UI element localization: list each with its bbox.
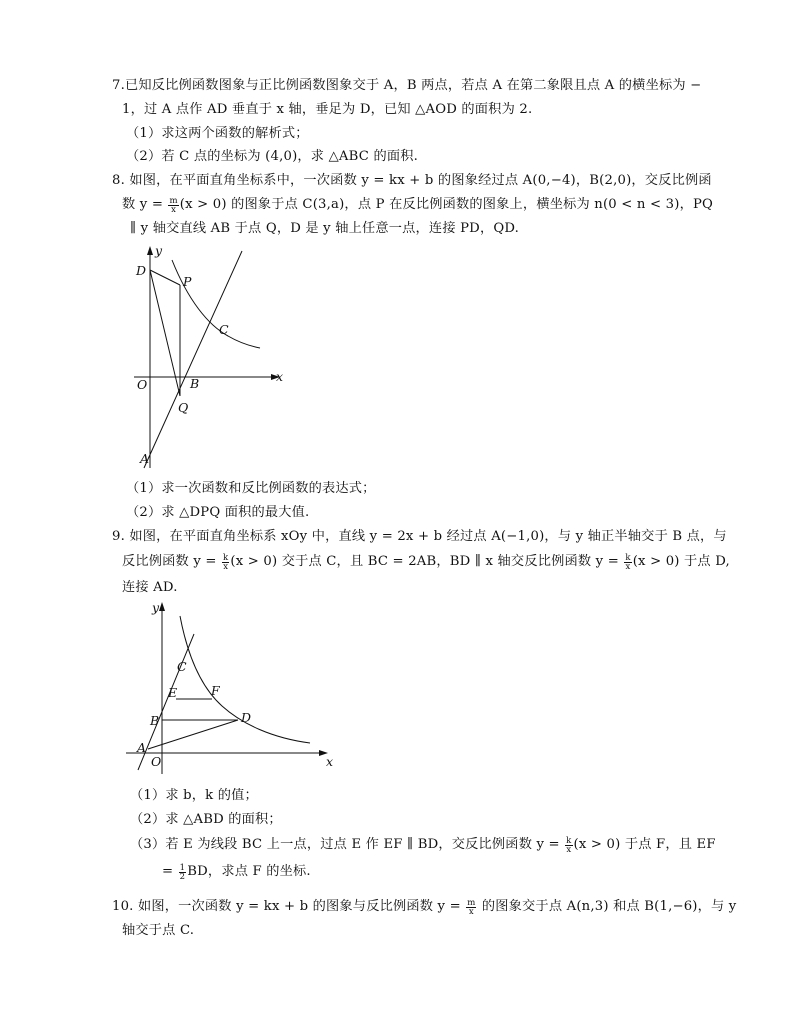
q9-figure [122, 598, 338, 776]
q8-label-o: O [137, 377, 148, 392]
q8-label-x: x [276, 369, 284, 384]
q9-label-y: y [152, 600, 160, 615]
q9-label-x: x [326, 754, 334, 769]
q8-line-1: 8. 如图，在平面直角坐标系中，一次函数 y = kx + b 的图象经过点 A(0,−4)，B(2,0)，交反比例函 [112, 173, 712, 188]
q7-subquestion-2: （2）若 C 点的坐标为 (4,0)，求 △ABC 的面积. [126, 149, 419, 164]
q8-label-y: y [155, 243, 163, 258]
q10-line-2: 轴交于点 C. [122, 923, 195, 938]
q8-figure [128, 240, 288, 472]
q8-y-axis-arrow [147, 246, 153, 255]
q9-label-d: D [241, 710, 252, 725]
q8-subquestion-2: （2）求 △DPQ 面积的最大值. [126, 505, 310, 520]
q8-label-c: C [219, 322, 229, 337]
q9-label-c: C [177, 659, 187, 674]
q9-line-2: 反比例函数 y = $\frac{k}{x}$ (x > 0) 交于点 C，且 BC = 2AB，BD ∥ x 轴交反比例函数 y = $\frac{k}{x}$ (x > 0) 于点 D, [122, 552, 730, 572]
q8-segment-dp [150, 270, 180, 285]
q8-line-3: ∥ y 轴交直线 AB 于点 Q，D 是 y 轴上任意一点，连接 PD，QD. [130, 221, 520, 236]
q9-subquestion-1: （1）求 b，k 的值； [130, 788, 258, 803]
q8-label-b: B [190, 376, 200, 391]
q8-label-p: P [183, 274, 192, 289]
q8-label-q: Q [178, 400, 189, 415]
q9-line-abc [138, 634, 194, 770]
q10-line-1: 10. 如图，一次函数 y = kx + b 的图象与反比例函数 y = $\frac{m}{x}$ 的图象交于点 A(n,3) 和点 B(1,−6)，与 y [112, 897, 737, 917]
q9-label-f: F [211, 683, 220, 698]
q8-subquestion-1: （1）求一次函数和反比例函数的表达式； [126, 481, 376, 496]
q9-line-3: 连接 AD. [122, 580, 178, 595]
q7-line-2: 1，过 A 点作 AD 垂直于 x 轴，垂足为 D，已知 △AOD 的面积为 2. [122, 102, 533, 117]
q9-label-e: E [168, 685, 178, 700]
q9-label-b: B [150, 713, 160, 728]
q9-y-axis-arrow [159, 602, 165, 611]
q9-subquestion-3: （3）若 E 为线段 BC 上一点，过点 E 作 EF ∥ BD，交反比例函数 y = $\frac{k}{x}$ (x > 0) 于点 F，且 EF [130, 835, 716, 855]
q9-line-1: 9. 如图，在平面直角坐标系 xOy 中，直线 y = 2x + b 经过点 A(−1,0)，与 y 轴正半轴交于 B 点，与 [112, 529, 727, 544]
q7-line-1: 7.已知反比例函数图象与正比例函数图象交于 A，B 两点，若点 A 在第二象限且点 A 的横坐标为 − [112, 78, 702, 93]
q9-subquestion-2: （2）求 △ABD 的面积； [130, 812, 282, 827]
q8-label-d: D [136, 263, 147, 278]
q9-label-o: O [151, 754, 162, 769]
q7-subquestion-1: （1）求这两个函数的解析式； [126, 126, 309, 141]
q8-label-a: A [140, 451, 150, 466]
q9-subquestion-3-cont: = $\frac{1}{2}$ BD，求点 F 的坐标. [162, 862, 311, 882]
q9-label-a: A [137, 740, 147, 755]
q8-line-2: 数 y = $\frac{m}{x}$ (x > 0) 的图象于点 C(3,a)，点 P 在反比例函数的图象上，横坐标为 n(0 < n < 3)，PQ [122, 195, 714, 215]
q8-line-ab [144, 251, 242, 468]
